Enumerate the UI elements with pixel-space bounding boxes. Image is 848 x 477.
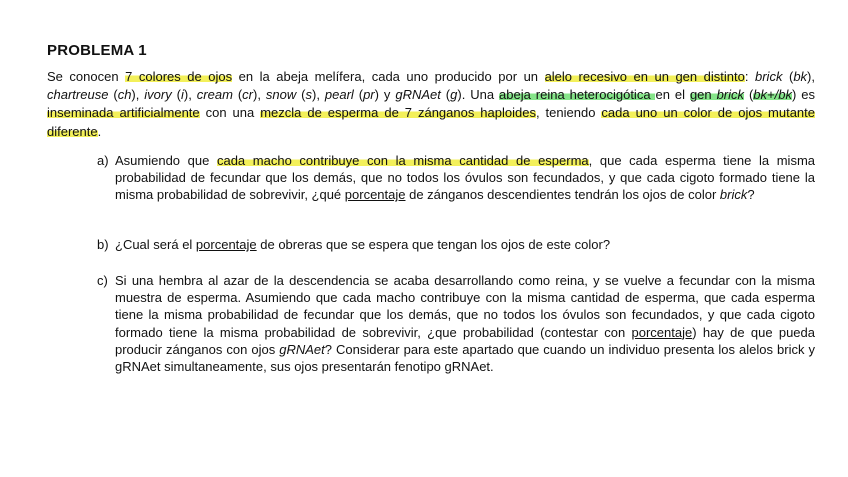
question-label: a) [97, 153, 109, 168]
text-run: ( [353, 87, 364, 103]
text-run: , teniendo [535, 105, 602, 121]
underlined-text: porcentaje [195, 237, 257, 252]
text-run: ). Una [457, 87, 500, 103]
question-a [97, 152, 815, 204]
text-run: Se conocen [47, 69, 126, 84]
text-run: : [744, 69, 755, 84]
question-label: b) [97, 237, 109, 252]
question-text [115, 272, 815, 375]
text-run: en el [655, 87, 690, 103]
text-run: , que cada esperma tiene la misma probabilidad de fecundar que los demás, que no todos los óvulos son fecundados, y que cada cigoto formado tiene la misma probabilidad de sobrevivir, ¿qué [115, 153, 816, 203]
text-run: de zánganos descendientes tendrán los ojos de color [405, 187, 720, 203]
yellow-highlight: 7 colores de ojos [125, 69, 233, 84]
text-run: ), [131, 87, 145, 103]
text-run: en la abeja melífera, cada uno producido por un [232, 69, 545, 84]
italic-text: i [181, 87, 184, 103]
text-run: ? Considerar para este apartado que cuando un individuo presenta los alelos brick y gRNAet simultaneamente, sus ojos presentarán fenotipo gRNAet. [115, 341, 815, 375]
text-run: ( [744, 87, 754, 103]
italic-text: pr [363, 87, 375, 103]
text-run: ) es [791, 87, 815, 103]
yellow-highlight: inseminada artificialmente [47, 105, 200, 121]
text-run: . [97, 123, 102, 139]
italic-text: cr [242, 87, 254, 103]
italic-text: g [450, 87, 458, 103]
italic-text: s [305, 87, 313, 103]
text-run: con una [199, 105, 261, 121]
text-run: ) y [374, 87, 396, 103]
text-run: ( [296, 87, 306, 103]
text-run: ? [747, 187, 755, 203]
text-run: ( [232, 87, 243, 103]
question-label: c) [97, 273, 108, 288]
italic-text: ch [117, 87, 132, 103]
text-run: de obreras que se espera que tengan los ojos de este color? [256, 237, 611, 252]
italic-text: snow [265, 87, 297, 103]
text-run: ), [183, 87, 197, 103]
italic-text: gRNAet [279, 341, 325, 357]
question-text [115, 236, 815, 253]
question-b [97, 236, 815, 253]
text-run: ¿Cual será el [115, 237, 196, 252]
text-run: ( [782, 69, 794, 84]
text-run: ), [807, 69, 815, 84]
text-run: ), [312, 87, 325, 103]
yellow-highlight: mezcla de esperma de 7 zánganos haploides [260, 105, 536, 121]
yellow-highlight: cada macho contribuye con la misma cantidad de esperma [216, 153, 589, 168]
italic-text: pearl [324, 87, 354, 103]
text-run: Si una hembra al azar de la descendencia se acaba desarrollando como reina, y se vuelve a fecundar con la misma muestra de esperma. Asumiendo que cada macho contribuye con la misma cantidad de esperma, que cada esperma tiene la misma probabilidad de fecundar que los demás, que no todos los óvulos son fecundados, y que cada cigoto formado tiene la misma probabilidad de sobrevivir, ¿que probabilidad (contestar con [115, 273, 815, 340]
problem-title: PROBLEMA 1 [47, 42, 147, 59]
italic-text: ivory [144, 87, 172, 103]
underlined-text: porcentaje [631, 324, 693, 340]
problem-statement [47, 68, 815, 141]
green-highlight: bk+/bk [753, 87, 792, 103]
italic-text: chartreuse [47, 87, 109, 103]
question-text [115, 152, 815, 204]
text-run: ( [440, 87, 451, 103]
text-run: ( [171, 87, 182, 103]
yellow-highlight: cada uno un color de ojos mutante diferente [47, 105, 816, 139]
underlined-text: porcentaje [344, 187, 406, 203]
italic-text: gRNAet [395, 87, 441, 103]
italic-text: cream [196, 87, 233, 103]
italic-text: brick [719, 187, 748, 203]
yellow-highlight: alelo recesivo en un gen distinto [544, 69, 745, 84]
text-run: ) hay de que pueda producir zánganos con ojos [115, 324, 815, 357]
green-highlight: brick [716, 87, 745, 103]
green-highlight: abeja reina heterocigótica [499, 87, 656, 103]
italic-text: brick [755, 69, 783, 84]
italic-text: bk [793, 69, 808, 84]
question-c [97, 272, 815, 375]
text-run: Asumiendo que [115, 153, 217, 168]
text-run: ), [253, 87, 266, 103]
text-run: ( [108, 87, 118, 103]
green-highlight: gen [689, 87, 717, 103]
